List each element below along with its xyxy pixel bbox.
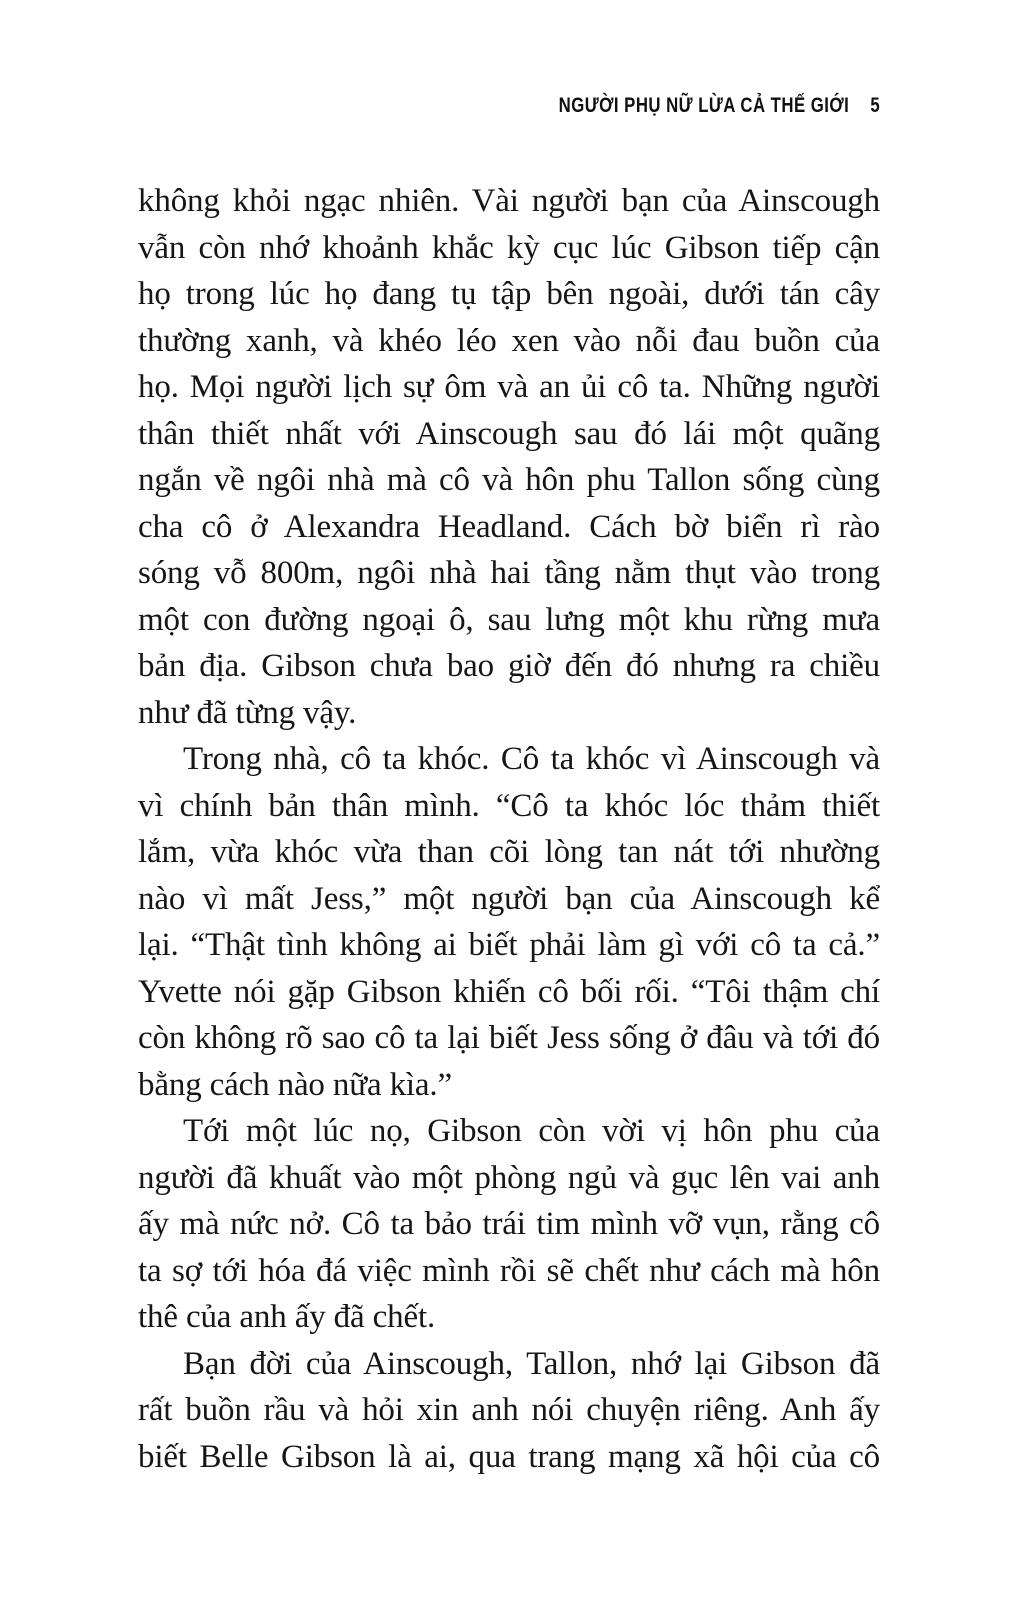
text-line: họ. Mọi người lịch sự ôm và an ủi cô ta. Những người [138,369,880,405]
page-number: 5 [870,93,880,117]
text-line: Yvette nói gặp Gibson khiến cô bối rối. “Tôi thậm chí [138,973,880,1010]
text-line: bằng cách nào nữa kìa.” [138,1066,453,1103]
paragraph [138,1341,880,1481]
text-line: Tới một lúc nọ, Gibson còn vời vị hôn phu của [183,1113,880,1149]
text-line: vì chính bản thân mình. “Cô ta khóc lóc thảm thiết [138,787,880,824]
text-line: thê của anh ấy đã chết. [138,1299,436,1335]
text-line: vẫn còn nhớ khoảnh khắc kỳ cục lúc Gibson tiếp cận [138,229,880,266]
text-line: họ trong lúc họ đang tụ tập bên ngoài, dưới tán cây [138,276,880,312]
text-line: ngắn về ngôi nhà mà cô và hôn phu Tallon sống cùng [138,462,880,498]
text-line: còn không rõ sao cô ta lại biết Jess sống ở đâu và tới đó [138,1020,880,1056]
text-line: ta sợ tới hóa đá việc mình rồi sẽ chết như cách mà hôn [138,1252,880,1289]
text-line: Bạn đời của Ainscough, Tallon, nhớ lại Gibson đã [183,1345,880,1382]
paragraph [138,1108,880,1341]
text-line: thân thiết nhất với Ainscough sau đó lái một quãng [138,415,880,452]
text-line: sóng vỗ 800m, ngôi nhà hai tầng nằm thụt vào trong [138,555,880,591]
text-line: nào vì mất Jess,” một người bạn của Ainscough kể [138,880,880,917]
text-line: thường xanh, và khéo léo xen vào nỗi đau buồn của [138,322,880,359]
text-line: lại. “Thật tình không ai biết phải làm gì với cô ta cả.” [138,927,880,963]
paragraph [138,736,880,1108]
text-line: ấy mà nức nở. Cô ta bảo trái tim mình vỡ vụn, rằng cô [138,1206,880,1242]
text-line: lắm, vừa khóc vừa than cõi lòng tan nát tới nhường [138,834,880,870]
text-line: cha cô ở Alexandra Headland. Cách bờ biển rì rào [138,508,880,545]
text-line: rất buồn rầu và hỏi xin anh nói chuyện riêng. Anh ấy [138,1392,880,1428]
body-text [138,178,880,1480]
text-line: bản địa. Gibson chưa bao giờ đến đó nhưng ra chiều [138,648,880,684]
header-title: NGƯỜI PHỤ NỮ LỪA CẢ THẾ GIỚI [558,93,850,117]
running-header [0,92,880,118]
text-line: không khỏi ngạc nhiên. Vài người bạn của Ainscough [138,183,880,219]
text-line: như đã từng vậy. [138,694,357,731]
paragraph [138,178,880,736]
text-line: Trong nhà, cô ta khóc. Cô ta khóc vì Ainscough và [183,741,880,777]
text-line: một con đường ngoại ô, sau lưng một khu rừng mưa [138,601,880,638]
text-line: người đã khuất vào một phòng ngủ và gục lên vai anh [138,1159,880,1196]
text-line: biết Belle Gibson là ai, qua trang mạng xã hội của cô [138,1438,880,1475]
